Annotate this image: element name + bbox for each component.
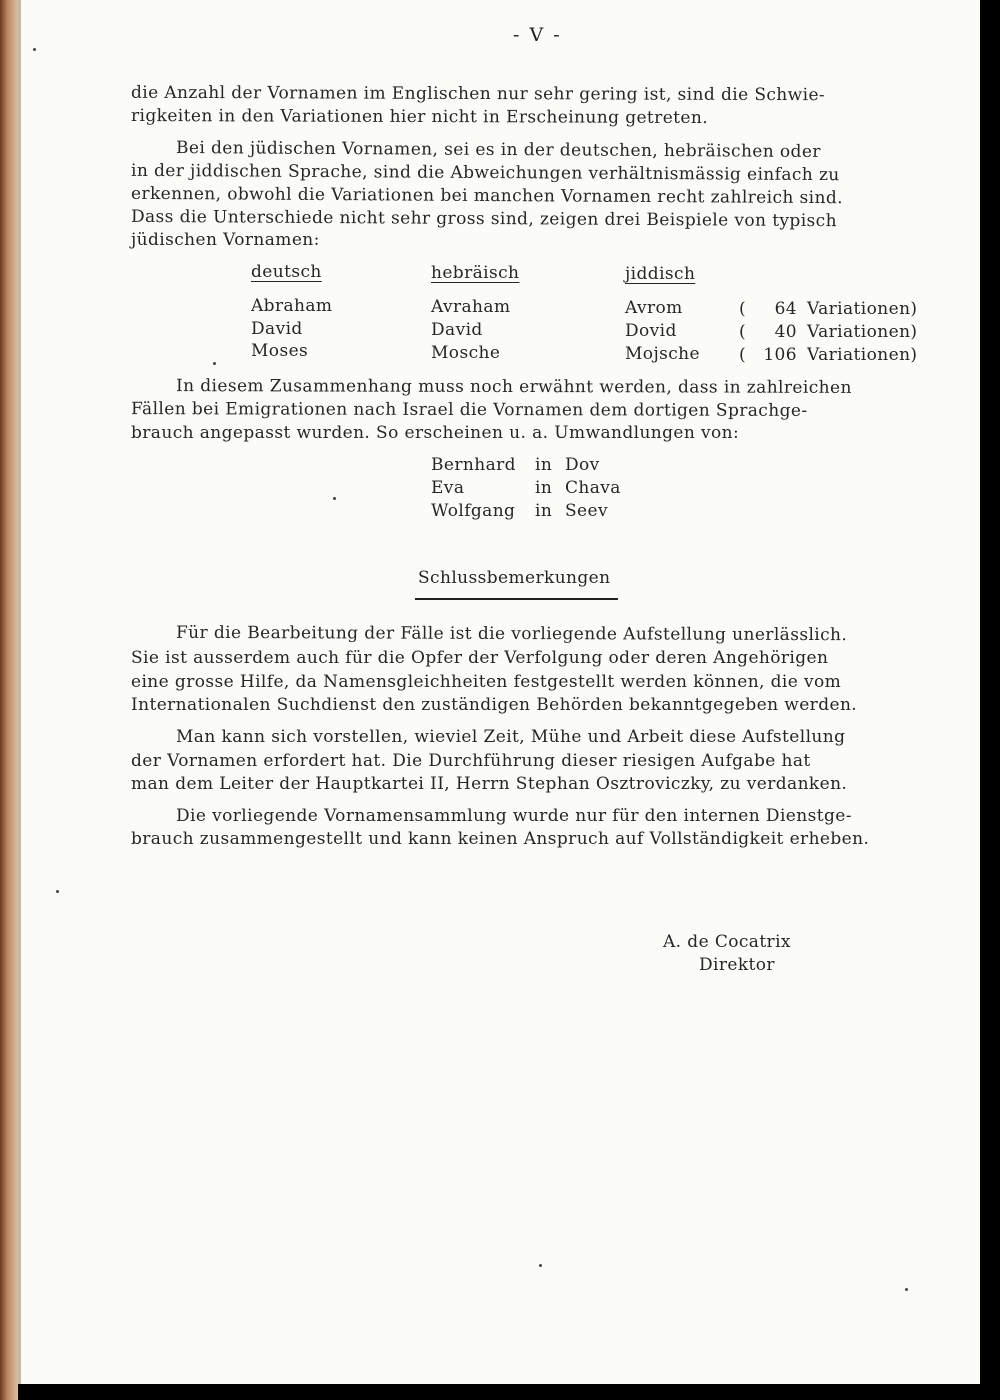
para6-line2: brauch zusammengestellt und kann keinen Anspruch auf Vollständigkeit erheben. — [131, 829, 870, 849]
conversion-from: Eva — [431, 478, 465, 498]
conversion-to: Seev — [565, 501, 608, 521]
para1-line2: rigkeiten in den Variationen hier nicht in Erscheinung getreten. — [130, 105, 709, 129]
para2-line3: erkennen, obwohl die Variationen bei manchen Vornamen recht zahlreich sind. — [130, 183, 844, 209]
para3-line3: brauch angepasst wurden. So erscheinen u. a. Umwandlungen von: — [131, 423, 740, 443]
table-header-jiddisch: jiddisch — [625, 264, 696, 284]
table-cell: Avraham — [431, 297, 511, 317]
table-cell: Variationen) — [807, 299, 918, 319]
paper-speck — [905, 1288, 908, 1291]
table-cell: ( — [739, 299, 747, 319]
paper-speck — [33, 48, 36, 51]
para4-line1: Für die Bearbeitung der Fälle ist die vorliegende Aufstellung unerlässlich. — [175, 622, 848, 646]
conversion-in: in — [535, 501, 553, 521]
para6-line1: Die vorliegende Vornamensammlung wurde nur für den internen Dienstge- — [176, 806, 852, 826]
conversion-in: in — [535, 455, 553, 475]
book-spine — [0, 0, 18, 1400]
paper-speck — [213, 362, 216, 365]
para1-line1: die Anzahl der Vornamen im Englischen nur sehr gering ist, sind die Schwie- — [130, 82, 826, 106]
conversion-from: Wolfgang — [431, 501, 516, 521]
table-cell: 64 — [774, 299, 797, 319]
table-cell: Variationen) — [807, 322, 918, 342]
paper-speck — [56, 890, 59, 893]
section-heading: Schlussbemerkungen — [418, 568, 611, 588]
page-number: - V - — [513, 24, 562, 46]
para2-line4: Dass die Unterschiede nicht sehr gross sind, zeigen drei Beispiele von typisch — [130, 206, 838, 232]
table-cell: Avrom — [625, 298, 683, 318]
table-header-deutsch: deutsch — [251, 262, 322, 282]
heading-rule — [415, 598, 618, 600]
table-cell: Mojsche — [625, 344, 700, 364]
paper-speck — [539, 1264, 542, 1267]
para4-line2: Sie ist ausserdem auch für die Opfer der Verfolgung oder deren Angehörigen — [131, 648, 829, 668]
table-cell: ( — [739, 345, 747, 365]
para2-line2: in der jiddischen Sprache, sind die Abweichungen verhältnismässig einfach zu — [130, 160, 840, 186]
para4-line4: Internationalen Suchdienst den zuständigen Behörden bekanntgegeben werden. — [131, 695, 858, 715]
table-cell: David — [251, 319, 303, 339]
table-cell: 106 — [763, 345, 797, 365]
table-cell: ( — [739, 322, 747, 342]
para3-line1: In diesem Zusammenhang muss noch erwähnt werden, dass in zahlreichen — [175, 376, 852, 398]
para5-line2: der Vornamen erfordert hat. Die Durchführung dieser riesigen Aufgabe hat — [131, 751, 811, 771]
table-cell: Variationen) — [807, 345, 918, 365]
para2-line1: Bei den jüdischen Vornamen, sei es in der deutschen, hebräischen oder — [175, 138, 821, 162]
para2-line5: jüdischen Vornamen: — [131, 230, 320, 250]
conversion-to: Dov — [565, 455, 600, 475]
table-header-hebraeisch: hebräisch — [431, 263, 520, 283]
signatory-title: Direktor — [699, 955, 775, 975]
paper-speck — [333, 497, 336, 500]
para4-line3: eine grosse Hilfe, da Namensgleichheiten festgestellt werden können, die vom — [131, 672, 842, 692]
conversion-to: Chava — [565, 478, 621, 498]
table-cell: Dovid — [625, 321, 677, 341]
table-cell: 40 — [774, 322, 797, 342]
conversion-in: in — [535, 478, 553, 498]
table-cell: David — [431, 320, 483, 340]
document-page — [18, 0, 980, 1384]
table-cell: Moses — [251, 341, 309, 361]
conversion-from: Bernhard — [431, 455, 516, 475]
table-cell: Mosche — [431, 343, 501, 363]
para5-line1: Man kann sich vorstellen, wieviel Zeit, Mühe und Arbeit diese Aufstellung — [176, 727, 846, 747]
table-cell: Abraham — [251, 296, 333, 316]
para3-line2: Fällen bei Emigrationen nach Israel die Vornamen dem dortigen Sprachge- — [130, 399, 808, 421]
signatory-name: A. de Cocatrix — [663, 932, 791, 952]
para5-line3: man dem Leiter der Hauptkartei II, Herrn Stephan Osztroviczky, zu verdanken. — [131, 774, 848, 794]
